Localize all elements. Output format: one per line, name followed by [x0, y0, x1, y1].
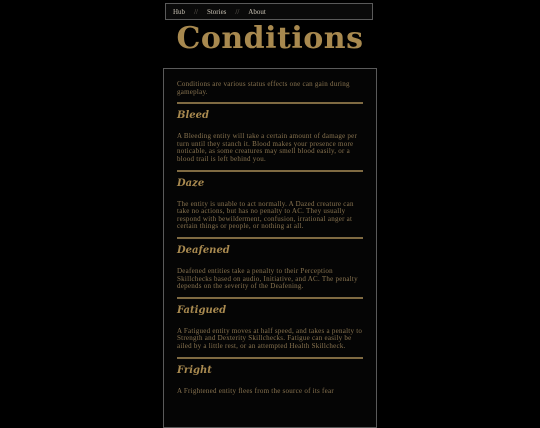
section-body: The entity is unable to act normally. A Dazed creature can take no actions, but has no penalty to AC. They usually respond with bewilderment, confusion, irrational anger at certain things or people, or nothing at all. — [177, 199, 354, 231]
section-divider — [177, 237, 363, 239]
section-body: A Fatigued entity moves at half speed, and takes a penalty to Strength and Dexterity Skillchecks. Fatigue can easily be ailed by a little rest, or an attempted Health Skillcheck. — [177, 326, 363, 350]
section-divider — [177, 357, 363, 359]
section-title: Fright — [177, 364, 212, 376]
content-panel — [163, 68, 377, 428]
nav-hub-link[interactable]: Hub — [173, 7, 186, 16]
section-title: Deafened — [177, 244, 230, 256]
section-deafened — [177, 245, 363, 299]
section-fright — [177, 365, 363, 396]
nav-separator: // — [235, 7, 240, 16]
section-body: A Bleeding entity will take a certain amount of damage per turn until they stanch it. Blood makes your presence more noticable, as some creatures may smell blood easily, or a blood trail is left behind you. — [177, 132, 358, 163]
section-body: Deafened entities take a penalty to their Perception Skillchecks based on audio, Initiative, and AC. The penalty depends on the severity of the Deafening. — [177, 266, 358, 291]
nav-about-link[interactable]: About — [248, 7, 266, 16]
section-fatigued — [177, 305, 363, 359]
section-divider — [177, 297, 363, 299]
section-divider — [177, 170, 363, 172]
section-title: Daze — [177, 177, 205, 189]
nav-stories-link[interactable]: Stories — [206, 7, 227, 16]
section-body: A Frightened entity flees from the source of its fear — [177, 386, 334, 395]
section-title: Bleed — [177, 110, 209, 122]
intro-text: Conditions are various status effects one can gain during gameplay. — [177, 80, 350, 96]
top-nav — [165, 3, 373, 20]
section-title: Fatigued — [177, 304, 227, 316]
page-title: Conditions — [176, 21, 364, 56]
section-bleed — [177, 110, 363, 171]
nav-separator: // — [194, 7, 198, 16]
section-daze — [177, 178, 363, 239]
section-divider — [177, 102, 363, 104]
